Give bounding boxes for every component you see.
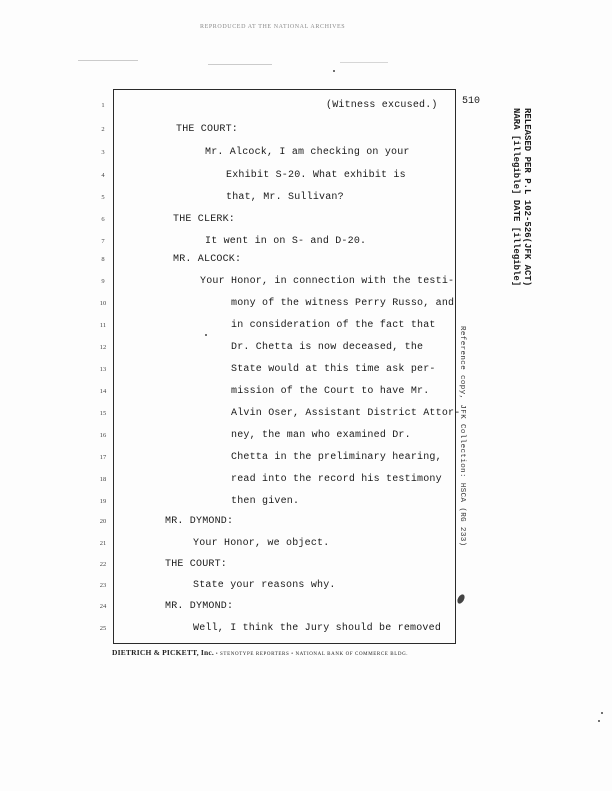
transcript-line: Exhibit S-20. What exhibit is: [226, 170, 406, 181]
scan-speck: [456, 593, 466, 605]
line-number: 17: [99, 454, 107, 461]
transcript-line: that, Mr. Sullivan?: [226, 192, 344, 203]
transcript-line: read into the record his testimony: [231, 474, 442, 485]
line-number: 24: [99, 603, 107, 610]
line-number: 3: [101, 149, 105, 156]
archives-stamp: REPRODUCED AT THE NATIONAL ARCHIVES: [200, 24, 346, 30]
line-number: 2: [101, 126, 105, 133]
transcript-line: THE COURT:: [176, 124, 239, 135]
scan-speck: [333, 70, 335, 72]
line-number: 25: [99, 625, 107, 632]
line-number: 15: [99, 410, 107, 417]
transcript-line: MR. ALCOCK:: [173, 254, 242, 265]
transcript-line: State your reasons why.: [193, 580, 336, 591]
bank-building-label: NATIONAL BANK OF COMMERCE BLDG.: [295, 652, 409, 657]
transcript-line: ney, the man who examined Dr.: [231, 430, 411, 441]
transcript-line: It went in on S- and D-20.: [205, 236, 367, 247]
transcript-line: Well, I think the Jury should be removed: [193, 623, 442, 634]
transcript-line: mony of the witness Perry Russo, and: [231, 298, 455, 309]
line-number: 13: [99, 366, 107, 373]
line-number: 22: [99, 561, 107, 568]
transcript-line: MR. DYMOND:: [165, 516, 234, 527]
release-stamp-line: RELEASED PER P.L 102-526(JFK ACT): [522, 108, 532, 287]
transcript-line: in consideration of the fact that: [231, 320, 436, 331]
line-number: 7: [101, 238, 105, 245]
release-stamp-line: NARA [illegible] DATE [illegible]: [511, 108, 521, 287]
line-number: 12: [99, 344, 107, 351]
line-number: 14: [99, 388, 107, 395]
scan-mark: [340, 62, 388, 63]
firm-name: DIETRICH & PICKETT, Inc.: [112, 648, 214, 657]
transcript-line: Alvin Oser, Assistant District Attor-: [231, 408, 461, 419]
scan-speck: [601, 712, 603, 714]
transcript-line: mission of the Court to have Mr.: [231, 386, 430, 397]
transcript-line: Your Honor, we object.: [193, 538, 330, 549]
transcript-line: MR. DYMOND:: [165, 601, 234, 612]
line-number: 8: [101, 256, 105, 263]
line-number: 6: [101, 216, 105, 223]
reporters-label: STENOTYPE REPORTERS: [220, 652, 290, 657]
line-number: 11: [99, 322, 107, 329]
line-number: 23: [99, 582, 107, 589]
line-number: 5: [101, 194, 105, 201]
line-number: 20: [99, 518, 107, 525]
scan-speck: [598, 720, 600, 722]
reporter-footer: DIETRICH & PICKETT, Inc. • STENOTYPE REPORTERS • NATIONAL BANK OF COMMERCE BLDG.: [112, 648, 409, 657]
transcript-line: Mr. Alcock, I am checking on your: [205, 147, 410, 158]
page-number: 510: [462, 96, 481, 107]
transcript-line: State would at this time ask per-: [231, 364, 436, 375]
reference-copy-note: Reference copy, JFK Collection: HSCA (RG 233): [458, 326, 466, 547]
scan-mark: [208, 64, 272, 65]
line-number: 21: [99, 540, 107, 547]
scan-speck: [205, 334, 207, 336]
scan-mark: [78, 60, 138, 61]
transcript-line: Your Honor, in connection with the testi-: [200, 276, 455, 287]
line-number: 9: [101, 278, 105, 285]
transcript-line: (Witness excused.): [326, 100, 438, 111]
line-number: 10: [99, 300, 107, 307]
transcript-line: THE CLERK:: [173, 214, 236, 225]
transcript-line: Dr. Chetta is now deceased, the: [231, 342, 424, 353]
transcript-line: then given.: [231, 496, 300, 507]
line-number: 18: [99, 476, 107, 483]
release-stamp: [510, 108, 532, 298]
line-number: 19: [99, 498, 107, 505]
line-number: 4: [101, 172, 105, 179]
line-number: 1: [101, 102, 105, 109]
line-number: 16: [99, 432, 107, 439]
transcript-line: Chetta in the preliminary hearing,: [231, 452, 442, 463]
transcript-line: THE COURT:: [165, 559, 228, 570]
